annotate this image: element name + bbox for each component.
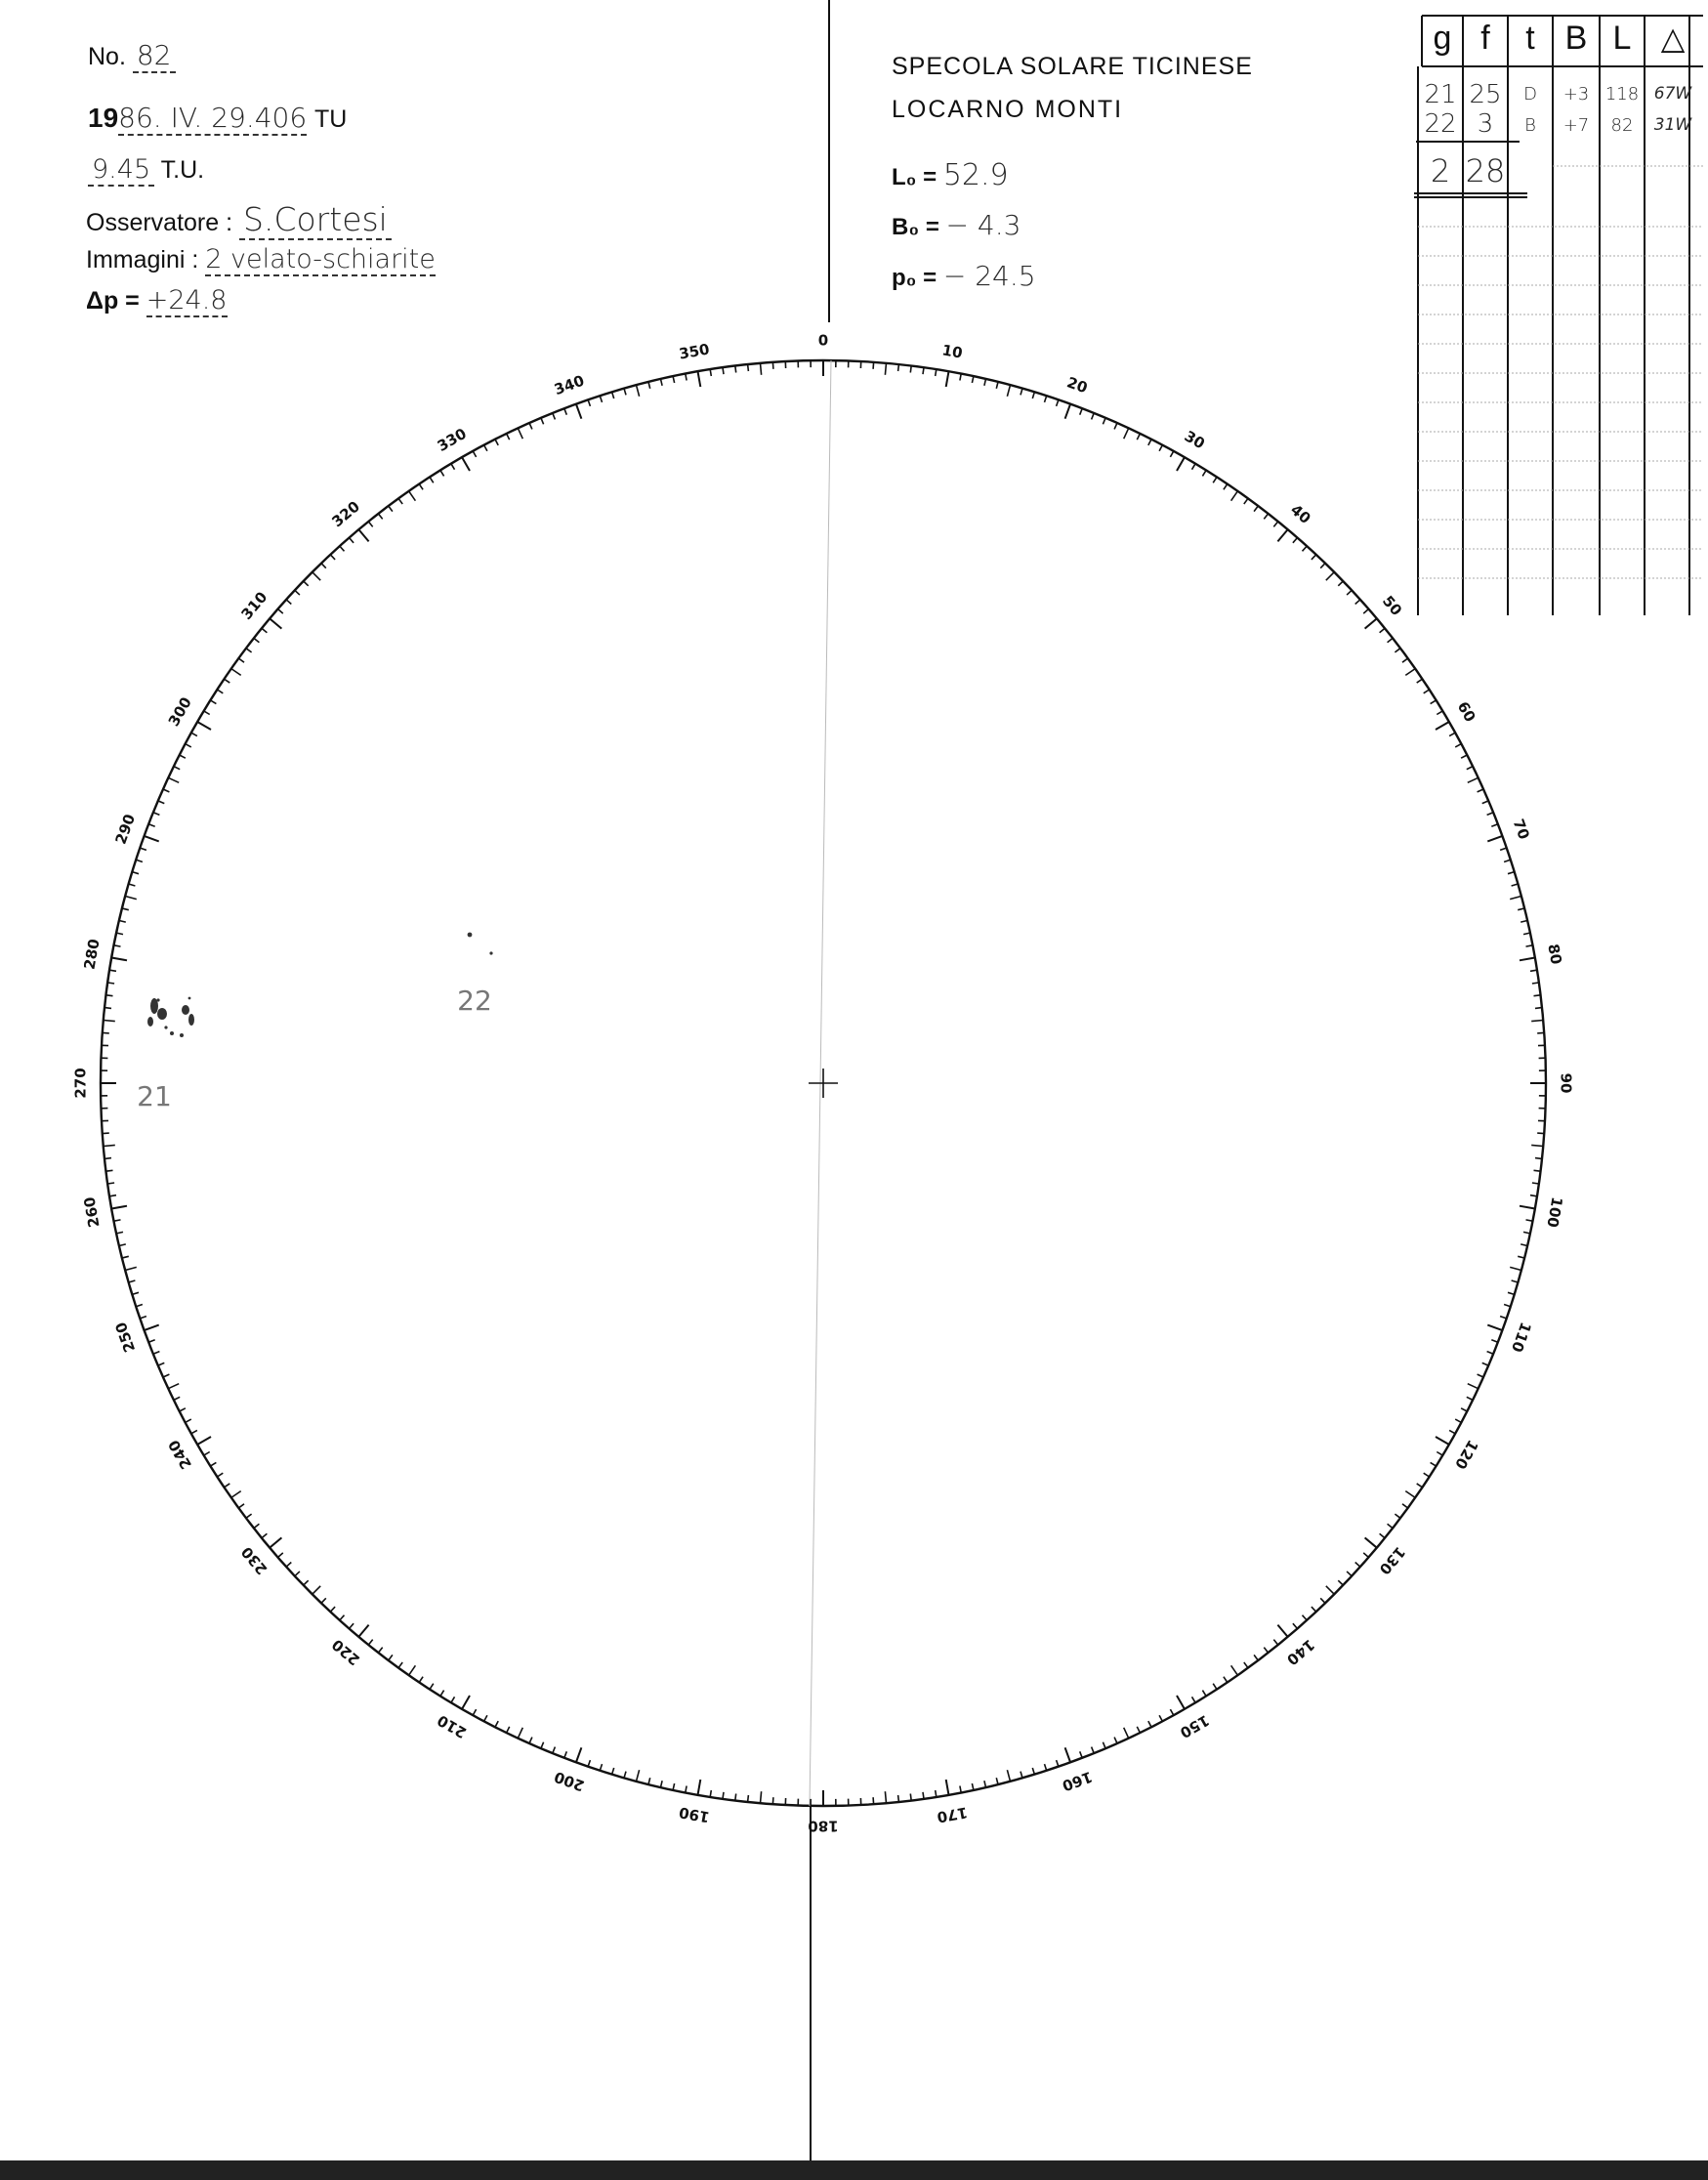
observatory-location: LOCARNO MONTI	[892, 96, 1124, 123]
tick-label-320: 320	[328, 497, 363, 531]
tick-label-150: 150	[1177, 1711, 1213, 1742]
time-value: 9.45	[88, 154, 154, 187]
tick-label-220: 220	[328, 1635, 363, 1669]
tick-label-30: 30	[1181, 427, 1208, 453]
tick-label-270: 270	[71, 1068, 90, 1099]
sunspot-group-22	[468, 933, 493, 955]
table-row-2-t: B	[1524, 115, 1536, 136]
table-row-1-delta: 67W	[1653, 84, 1692, 104]
number-value: 82	[133, 39, 176, 73]
table-header-t: t	[1525, 20, 1535, 57]
table-row-1-f: 25	[1469, 80, 1502, 109]
images-label: Immagini :	[86, 246, 199, 273]
tick-label-180: 180	[808, 1817, 839, 1835]
tick-label-310: 310	[237, 588, 271, 623]
sunspot-group-21-label: 21	[137, 1080, 172, 1112]
date-value: 86. IV. 29.406	[118, 102, 308, 134]
table-row-1-b: +3	[1562, 84, 1590, 105]
tick-label-240: 240	[164, 1437, 195, 1473]
table-row-2-l: 82	[1610, 115, 1634, 136]
tick-label-40: 40	[1287, 500, 1314, 528]
tick-label-10: 10	[940, 341, 964, 362]
number-label: No.	[88, 43, 126, 70]
b0-label: B₀ =	[892, 214, 939, 240]
tick-label-90: 90	[1557, 1072, 1575, 1094]
table-row-1-g: 21	[1424, 80, 1457, 109]
observatory-name: SPECOLA SOLARE TICINESE	[892, 53, 1253, 80]
table-row-1-t: D	[1523, 84, 1537, 105]
tick-label-340: 340	[552, 371, 587, 399]
tick-label-260: 260	[80, 1195, 104, 1230]
tick-label-140: 140	[1283, 1635, 1318, 1669]
sunspot-group-21	[147, 997, 194, 1037]
p0-value: − 24.5	[942, 260, 1036, 292]
tick-label-230: 230	[237, 1543, 271, 1578]
table-header-g: g	[1433, 20, 1452, 57]
table-header-delta: △	[1660, 21, 1686, 56]
table-row-1-l: 118	[1604, 84, 1640, 105]
tick-label-350: 350	[677, 340, 711, 363]
tick-label-120: 120	[1451, 1437, 1482, 1473]
tick-label-60: 60	[1453, 698, 1479, 726]
l0-label: L₀ =	[892, 164, 937, 190]
observer-label: Osservatore :	[86, 209, 233, 236]
date-suffix: TU	[313, 105, 348, 133]
tick-label-250: 250	[111, 1320, 140, 1355]
delta-p-value: +24.8	[146, 285, 228, 315]
center-cross	[809, 1069, 838, 1098]
b0-value: − 4.3	[945, 209, 1021, 241]
table-header-f: f	[1480, 20, 1490, 57]
tick-label-330: 330	[434, 424, 470, 455]
table-total-spots: 28	[1465, 152, 1506, 189]
table-row-2-delta: 31W	[1653, 115, 1692, 135]
table-header-b: B	[1564, 20, 1588, 57]
tick-label-210: 210	[434, 1711, 470, 1742]
table-row-2-b: +7	[1562, 115, 1590, 136]
tick-label-290: 290	[111, 812, 140, 847]
l0-value: 52.9	[942, 158, 1009, 192]
tick-label-100: 100	[1543, 1195, 1566, 1230]
table-row-2-g: 22	[1424, 109, 1457, 139]
tick-label-130: 130	[1375, 1543, 1409, 1578]
images-value: 2 velato-schiarite	[205, 244, 436, 274]
tick-label-190: 190	[677, 1803, 711, 1826]
tick-label-300: 300	[164, 693, 195, 730]
tick-label-160: 160	[1060, 1767, 1095, 1795]
p0-label: p₀ =	[892, 265, 937, 291]
tick-label-110: 110	[1507, 1320, 1535, 1355]
tick-label-280: 280	[80, 937, 104, 971]
tick-label-200: 200	[552, 1767, 587, 1795]
tick-label-50: 50	[1378, 592, 1406, 619]
tick-label-70: 70	[1509, 817, 1533, 842]
table-row-2-f: 3	[1477, 109, 1494, 139]
date-prefix: 19	[88, 103, 119, 133]
tick-label-170: 170	[936, 1803, 970, 1826]
delta-p-label: Δp =	[86, 287, 140, 314]
sunspot-group-22-label: 22	[457, 985, 492, 1017]
table-header-l: L	[1612, 20, 1632, 57]
observer-value: S.Cortesi	[239, 200, 392, 240]
time-suffix: T.U.	[160, 156, 205, 184]
tick-label-80: 80	[1544, 943, 1565, 966]
tick-label-0: 0	[817, 331, 829, 350]
table-total-groups: 2	[1430, 152, 1451, 189]
tick-label-20: 20	[1064, 373, 1090, 398]
